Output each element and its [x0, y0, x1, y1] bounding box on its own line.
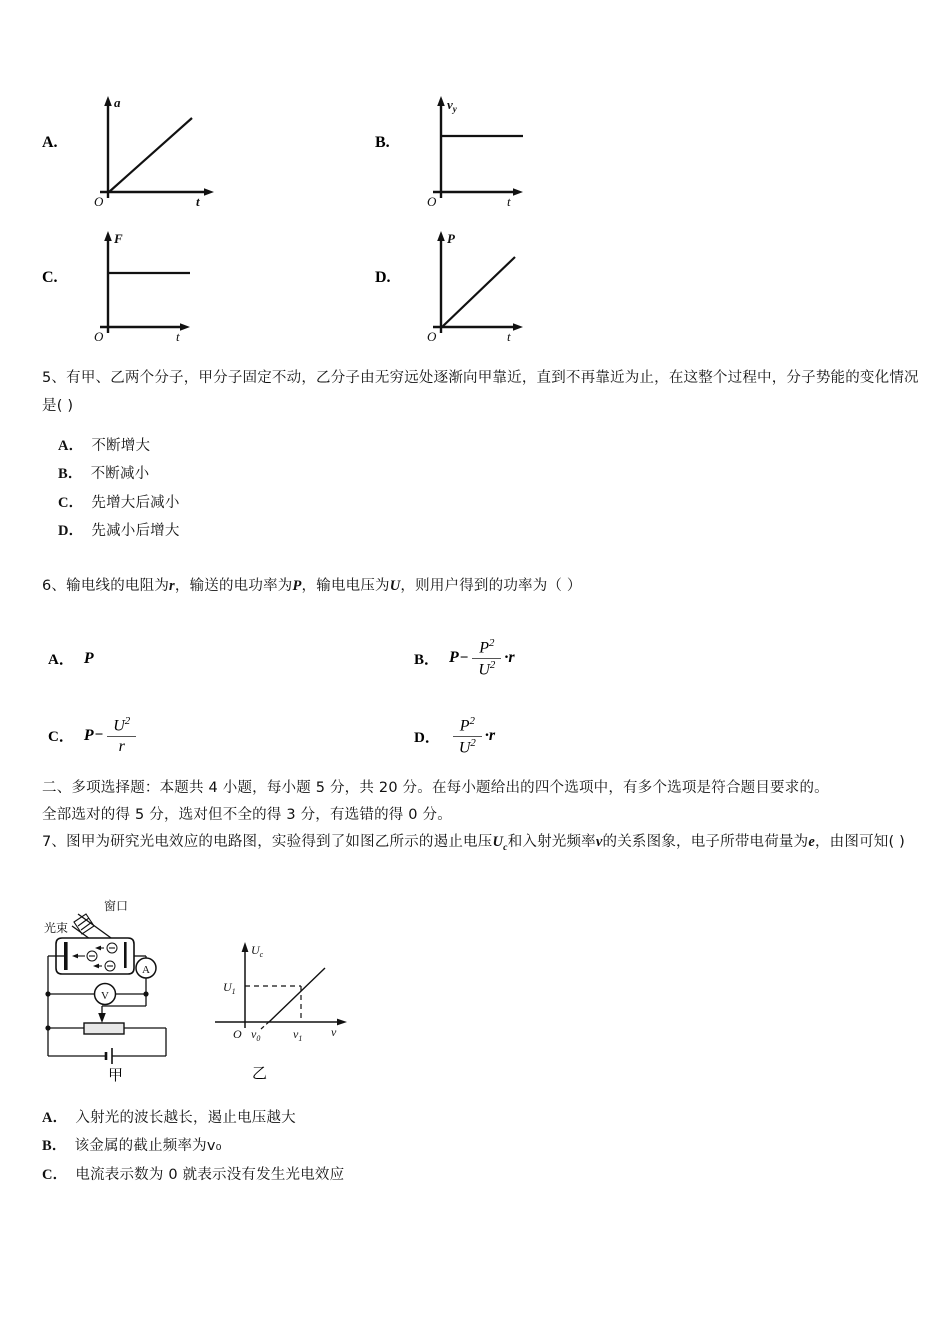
graph-option-a [42, 88, 342, 216]
q7-stem-part3: 的关系图象，电子所带电荷量为 [602, 834, 809, 850]
option-text: 该金属的截止频率为v₀ [74, 1138, 222, 1155]
svg-text:O: O [427, 329, 437, 343]
fraction [472, 638, 501, 679]
option-label: A． [58, 438, 84, 454]
question6-option-b [414, 638, 515, 679]
q7-var-uc: $U_c$ [492, 834, 508, 853]
q6-var-r: r [169, 578, 175, 594]
fraction-numerator [473, 638, 500, 658]
fraction-denominator [453, 737, 482, 757]
svg-text:t: t [196, 194, 200, 208]
q7-stem-part2: 和入射光频率 [507, 834, 596, 850]
question7-figures [42, 896, 462, 1096]
question7-stem [42, 828, 932, 857]
option-label-d: D. [375, 269, 391, 286]
svg-text:a: a [114, 95, 121, 110]
option-label-a: A. [42, 134, 58, 151]
option-label: C． [42, 1166, 68, 1183]
svg-text:窗口: 窗口 [104, 899, 129, 913]
denominator-base: r [118, 737, 125, 755]
svg-text:U1: $U_1$ [223, 980, 236, 996]
graph-option-c [42, 223, 342, 351]
question6-option-c [48, 716, 139, 756]
fraction [453, 716, 482, 757]
option-text: 不断减小 [90, 466, 150, 483]
svg-text:vy: $v_y$ [447, 97, 457, 114]
question6-options [42, 626, 922, 766]
section-2-instructions [42, 775, 922, 829]
section-2-line-1: 二、多项选择题：本题共 4 小题，每小题 5 分，共 20 分。在每小题给出的四个选项中，有多个选项是符合题目要求的。 [42, 780, 829, 796]
svg-text:v1: $v_1$ [293, 1027, 303, 1043]
question5-stem: 5、有甲、乙两个分子，甲分子固定不动，乙分子由无穷远处逐渐向甲靠近，直到不再靠近为止，在这整个过程中，分子势能的变化情况是( ) [42, 370, 919, 415]
question5-option-a [58, 432, 758, 460]
numerator-base: P [459, 717, 470, 735]
question5-option-d [58, 517, 758, 545]
question6-option-d [414, 716, 495, 757]
figure-caption-yi: 乙 [252, 1064, 268, 1082]
option-label: A． [42, 1110, 68, 1126]
denominator-base: U [458, 739, 471, 757]
svg-text:t: t [507, 194, 511, 208]
option-text: 先减小后增大 [91, 522, 180, 539]
numerator-exponent: 2 [124, 715, 131, 727]
option-label: B． [58, 466, 83, 483]
question6-stem [42, 572, 922, 600]
svg-text:v0: $v_0$ [251, 1027, 261, 1043]
graph-option-b [375, 88, 675, 216]
option-text: 入射光的波长越长，遏止电压越大 [75, 1110, 296, 1126]
option-label: B． [414, 651, 440, 668]
numerator-exponent: 2 [469, 715, 475, 727]
svg-text:Uc: $U_c$ [251, 943, 264, 959]
question7-option-c [42, 1161, 842, 1189]
fraction-numerator [454, 716, 481, 736]
numerator-exponent: 2 [489, 637, 495, 649]
q6-var-u: U [389, 578, 401, 594]
photoelectric-circuit-diagram [42, 896, 207, 1076]
svg-text:A: A [142, 964, 150, 976]
fraction-numerator [107, 716, 136, 736]
svg-text:P: P [447, 231, 455, 246]
q6-var-p: P [292, 578, 302, 594]
question5-option-c [58, 489, 758, 517]
svg-text:t: t [507, 329, 511, 343]
option-label: C． [48, 729, 74, 746]
q7-var-e: e [808, 834, 815, 850]
option-label: C． [58, 494, 84, 511]
option-expression: P [83, 649, 94, 667]
svg-text:F: F [114, 231, 123, 246]
numerator-base: P [479, 639, 490, 657]
denominator-base: U [478, 661, 490, 679]
option-text: 电流表示数为 0 就表示没有发生光电效应 [75, 1166, 345, 1183]
question5-options [58, 432, 758, 545]
option-label-b: B. [375, 134, 390, 151]
mini-graph-c [78, 223, 228, 343]
q6-stem-part4: ，则用户得到的功率为（ ） [400, 578, 582, 594]
svg-text:V: V [101, 990, 109, 1002]
option-label: A． [48, 652, 74, 668]
denominator-exponent: 2 [489, 658, 496, 671]
expr-minus-sign: − [459, 649, 469, 666]
svg-text:v: v [331, 1025, 337, 1039]
graph-option-d [375, 223, 675, 351]
fraction-denominator [113, 737, 131, 756]
option-label-c: C. [42, 269, 58, 286]
expr-tail: ·r [504, 649, 515, 667]
q7-stem-part1: 7、图甲为研究光电效应的电路图，实验得到了如图乙所示的遏止电压 [42, 834, 493, 850]
section-2-line-2: 全部选对的得 5 分，选对但不全的得 3 分，有选错的得 0 分。 [42, 806, 452, 823]
option-label: B． [42, 1138, 67, 1155]
figure-caption-jia: 甲 [108, 1066, 124, 1084]
mini-graph-b [411, 88, 561, 208]
fraction [107, 716, 136, 756]
option-text: 先增大后减小 [91, 494, 180, 511]
uc-vs-frequency-graph [207, 932, 382, 1057]
svg-text:光束: 光束 [44, 921, 69, 935]
svg-text:O: O [94, 194, 104, 208]
option-label: D． [58, 522, 84, 539]
q7-var-v: v [595, 834, 603, 850]
svg-text:O: O [94, 329, 104, 343]
q6-stem-part2: ，输送的电功率为 [174, 578, 293, 594]
question6-option-a [48, 648, 94, 669]
question7-option-b [42, 1132, 842, 1160]
expr-minus-sign: − [94, 727, 104, 744]
denominator-exponent: 2 [470, 736, 476, 749]
numerator-base: U [113, 717, 125, 735]
q7-stem-part4: ，由图可知( ) [814, 834, 906, 850]
question7-option-a [42, 1104, 842, 1132]
question4-graph-options [0, 88, 950, 353]
option-label: D． [414, 729, 440, 746]
fraction-denominator [472, 659, 501, 679]
expr-tail: ·r [484, 727, 496, 745]
svg-text:t: t [176, 329, 180, 343]
svg-text:O: O [233, 1027, 242, 1041]
q6-stem-part1: 6、输电线的电阻为 [42, 578, 170, 594]
expr-lead: P [449, 649, 459, 667]
question7-options [42, 1104, 842, 1189]
option-text: 不断增大 [91, 438, 151, 454]
question5-option-b [58, 460, 758, 488]
mini-graph-d [411, 223, 561, 343]
mini-graph-a [78, 88, 228, 208]
q6-stem-part3: ，输电电压为 [301, 578, 390, 594]
svg-text:O: O [427, 194, 437, 208]
expr-lead: P [83, 726, 94, 744]
